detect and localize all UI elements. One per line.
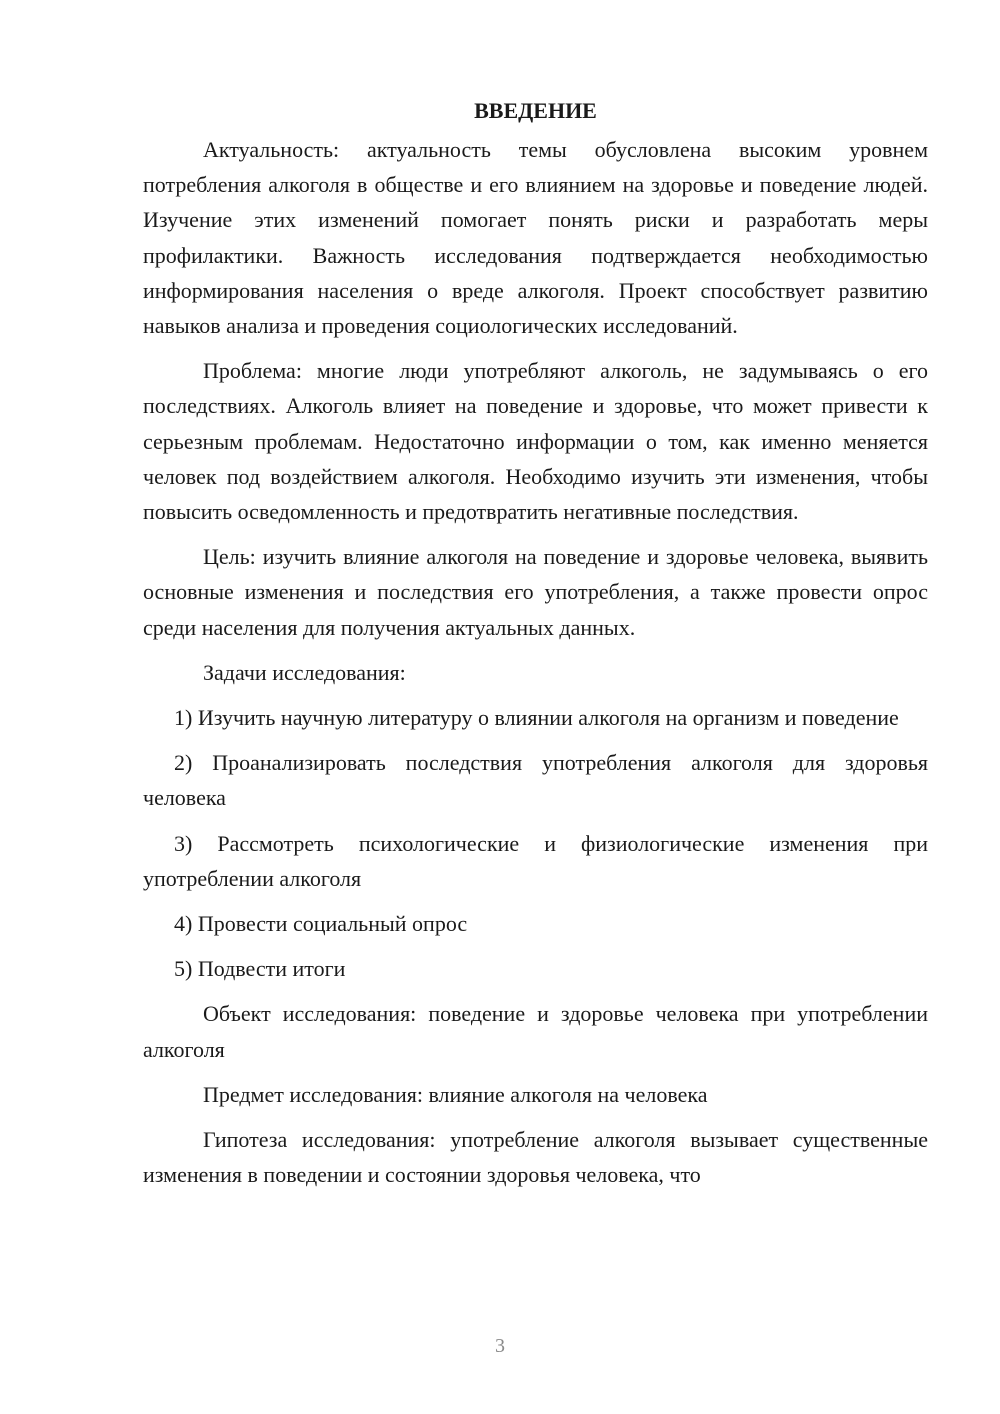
document-page (143, 93, 928, 1202)
object-paragraph: Объект исследования: поведение и здоровье человека при употреблении алкоголя (143, 1001, 928, 1062)
tasks-heading: Задачи исследования: (203, 659, 406, 685)
task-item-1: 1) Изучить научную литературу о влиянии алкоголя на организм и поведение (174, 705, 899, 731)
relevance-paragraph: Актуальность: актуальность темы обусловлена высоким уровнем потребления алкоголя в обществе и его влиянием на здоровье и поведение людей. Изучение этих изменений помогает понять риски и разработать меры профилактики. Важность исследования подтверждается необходимостью информирования населения о вреде алкоголя. Проект способствует развитию навыков анализа и проведения социологических исследований. (143, 137, 928, 339)
subject-paragraph: Предмет исследования: влияние алкоголя на человека (203, 1081, 708, 1107)
hypothesis-paragraph: Гипотеза исследования: употребление алкоголя вызывает существенные изменения в поведении и состоянии здоровья человека, что (143, 1127, 928, 1188)
task-item-4: 4) Провести социальный опрос (174, 911, 468, 937)
task-item-3: 3) Рассмотреть психологические и физиологические изменения при употреблении алкоголя (143, 830, 928, 891)
page-number: 3 (495, 1335, 505, 1357)
section-title: ВВЕДЕНИЕ (474, 98, 597, 123)
task-item-2: 2) Проанализировать последствия употребления алкоголя для здоровья человека (143, 750, 928, 811)
problem-paragraph: Проблема: многие люди употребляют алкоголь, не задумываясь о его последствиях. Алкоголь влияет на поведение и здоровье, что может привести к серьезным проблемам. Недостаточно информации о том, как именно меняется человек под воздействием алкоголя. Необходимо изучить эти изменения, чтобы повысить осведомленность и предотвратить негативные последствия. (143, 358, 928, 525)
goal-paragraph: Цель: изучить влияние алкоголя на поведение и здоровье человека, выявить основные изменения и последствия его употребления, а также провести опрос среди населения для получения актуальных данных. (143, 544, 928, 640)
task-item-5: 5) Подвести итоги (174, 956, 346, 982)
